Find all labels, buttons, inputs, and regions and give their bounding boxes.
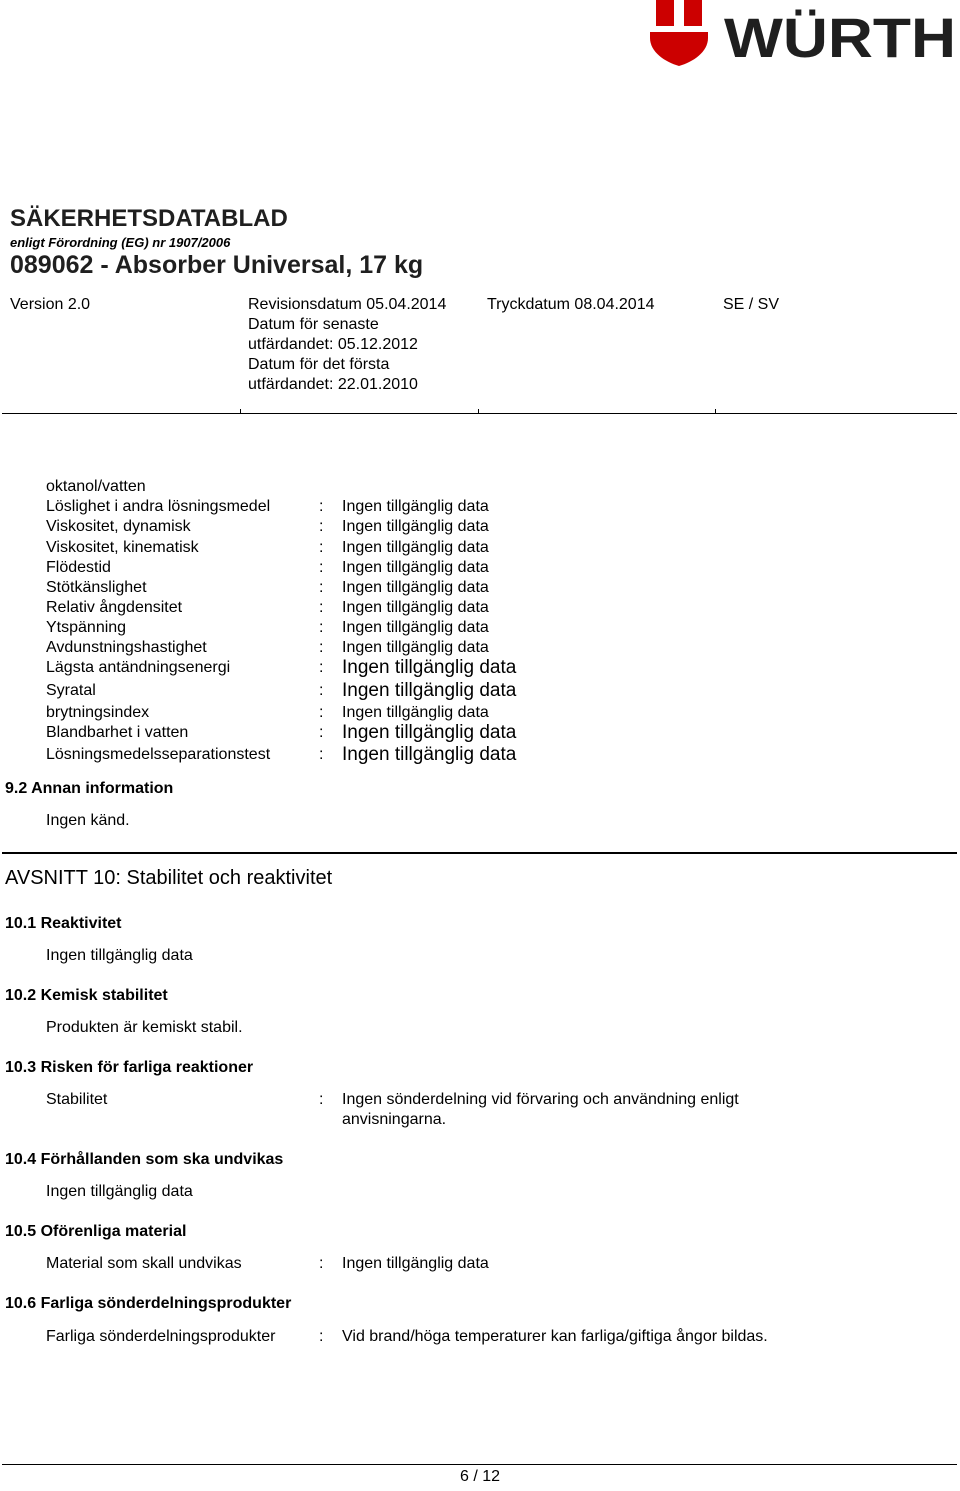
stability-label: Stabilitet bbox=[46, 1091, 108, 1108]
property-value: Ingen tillgänglig data bbox=[342, 639, 489, 656]
colon-separator: : bbox=[319, 539, 324, 556]
section-heading-10-2: 10.2 Kemisk stabilitet bbox=[5, 987, 168, 1004]
header-divider-tick bbox=[240, 409, 241, 413]
revision-date: Revisionsdatum 05.04.2014 bbox=[248, 296, 447, 313]
property-value: Ingen tillgänglig data bbox=[342, 599, 489, 616]
section-text-10-4: Ingen tillgänglig data bbox=[46, 1183, 193, 1200]
section-heading-10-5: 10.5 Oförenliga material bbox=[5, 1223, 187, 1240]
decomposition-products-value: Vid brand/höga temperaturer kan farliga/giftiga ångor bildas. bbox=[342, 1328, 768, 1345]
property-value: Ingen tillgänglig data bbox=[342, 744, 517, 765]
colon-separator: : bbox=[319, 704, 324, 721]
colon-separator: : bbox=[319, 599, 324, 616]
wurth-logo bbox=[648, 0, 958, 70]
property-label: Ytspänning bbox=[46, 619, 127, 636]
property-label: brytningsindex bbox=[46, 704, 150, 721]
colon-separator: : bbox=[319, 639, 324, 656]
wurth-logo-text: WÜRTH bbox=[724, 6, 956, 69]
page-number: 6 / 12 bbox=[459, 1468, 501, 1485]
last-issue-label: Datum för senaste bbox=[248, 316, 379, 333]
stability-value-line1: Ingen sönderdelning vid förvaring och användning enligt bbox=[342, 1091, 739, 1108]
print-date: Tryckdatum 08.04.2014 bbox=[487, 296, 655, 313]
section-heading-10-4: 10.4 Förhållanden som ska undvikas bbox=[5, 1151, 284, 1168]
colon-separator: : bbox=[319, 619, 324, 636]
property-label: Viskositet, dynamisk bbox=[46, 518, 191, 535]
footer-divider bbox=[2, 1464, 957, 1465]
property-label: Lösningsmedelsseparationstest bbox=[46, 746, 271, 763]
colon-separator: : bbox=[319, 746, 324, 763]
property-value: Ingen tillgänglig data bbox=[342, 704, 489, 721]
colon-separator: : bbox=[319, 1255, 324, 1272]
section-text-10-2: Produkten är kemiskt stabil. bbox=[46, 1019, 243, 1036]
header-divider bbox=[2, 413, 957, 414]
colon-separator: : bbox=[319, 559, 324, 576]
first-issue-value: utfärdandet: 22.01.2010 bbox=[248, 376, 418, 393]
incompatible-materials-value: Ingen tillgänglig data bbox=[342, 1255, 489, 1272]
property-value: Ingen tillgänglig data bbox=[342, 539, 489, 556]
product-title: 089062 - Absorber Universal, 17 kg bbox=[10, 251, 424, 279]
colon-separator: : bbox=[319, 659, 324, 676]
property-label: Löslighet i andra lösningsmedel bbox=[46, 498, 271, 515]
colon-separator: : bbox=[319, 1091, 324, 1108]
section-heading-10-6: 10.6 Farliga sönderdelningsprodukter bbox=[5, 1295, 292, 1312]
property-label: Relativ ångdensitet bbox=[46, 599, 183, 616]
property-value: Ingen tillgänglig data bbox=[342, 579, 489, 596]
property-label: Viskositet, kinematisk bbox=[46, 539, 199, 556]
property-value: Ingen tillgänglig data bbox=[342, 619, 489, 636]
property-value: Ingen tillgänglig data bbox=[342, 559, 489, 576]
document-title: SÄKERHETSDATABLAD bbox=[10, 205, 288, 232]
section-text-10-1: Ingen tillgänglig data bbox=[46, 947, 193, 964]
decomposition-products-label: Farliga sönderdelningsprodukter bbox=[46, 1328, 276, 1345]
property-value: Ingen tillgänglig data bbox=[342, 518, 489, 535]
colon-separator: : bbox=[319, 579, 324, 596]
incompatible-materials-label: Material som skall undvikas bbox=[46, 1255, 242, 1272]
first-issue-label: Datum för det första bbox=[248, 356, 390, 373]
property-value: Ingen tillgänglig data bbox=[342, 498, 489, 515]
regulation-subtitle: enligt Förordning (EG) nr 1907/2006 bbox=[10, 235, 231, 250]
section-heading-10-1: 10.1 Reaktivitet bbox=[5, 915, 122, 932]
property-label: Avdunstningshastighet bbox=[46, 639, 207, 656]
header-divider-tick bbox=[478, 409, 479, 413]
colon-separator: : bbox=[319, 498, 324, 515]
section-text-9-2: Ingen känd. bbox=[46, 812, 130, 829]
property-value: Ingen tillgänglig data bbox=[342, 680, 517, 701]
property-label: Stötkänslighet bbox=[46, 579, 147, 596]
section-title-10: AVSNITT 10: Stabilitet och reaktivitet bbox=[5, 867, 333, 889]
section-heading-9-2: 9.2 Annan information bbox=[5, 780, 174, 797]
version-label: Version 2.0 bbox=[10, 296, 91, 313]
last-issue-value: utfärdandet: 05.12.2012 bbox=[248, 336, 418, 353]
stability-value-line2: anvisningarna. bbox=[342, 1111, 447, 1128]
colon-separator: : bbox=[319, 1328, 324, 1345]
property-label: Syratal bbox=[46, 682, 96, 699]
colon-separator: : bbox=[319, 724, 324, 741]
property-label: Lägsta antändningsenergi bbox=[46, 659, 231, 676]
header-divider-tick bbox=[715, 409, 716, 413]
property-value: Ingen tillgänglig data bbox=[342, 722, 517, 743]
property-label-continued: oktanol/vatten bbox=[46, 478, 146, 495]
section-divider bbox=[2, 852, 957, 854]
property-value: Ingen tillgänglig data bbox=[342, 657, 517, 678]
section-heading-10-3: 10.3 Risken för farliga reaktioner bbox=[5, 1059, 254, 1076]
property-label: Flödestid bbox=[46, 559, 111, 576]
language-code: SE / SV bbox=[723, 296, 780, 313]
colon-separator: : bbox=[319, 682, 324, 699]
colon-separator: : bbox=[319, 518, 324, 535]
property-label: Blandbarhet i vatten bbox=[46, 724, 189, 741]
